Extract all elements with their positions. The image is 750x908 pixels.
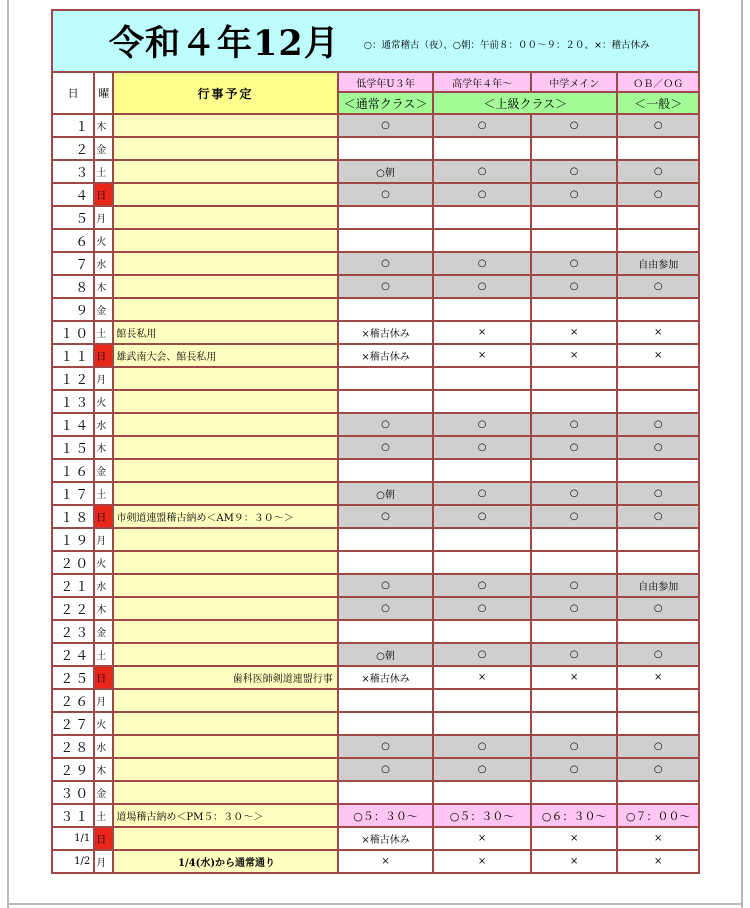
weekday-cell: 金 bbox=[95, 460, 112, 481]
status-cell-lower: ○ bbox=[339, 115, 433, 136]
status-cell-junior-high: ○ bbox=[532, 115, 617, 136]
status-cell-junior-high: × bbox=[532, 667, 617, 688]
page-frame-right bbox=[741, 0, 743, 908]
status-cell-upper bbox=[434, 391, 530, 412]
status-cell-junior-high bbox=[532, 621, 617, 642]
event-cell bbox=[114, 184, 336, 205]
status-cell-ob-og bbox=[618, 299, 698, 320]
status-cell-lower bbox=[339, 299, 433, 320]
day-cell: ２７ bbox=[53, 713, 93, 734]
event-cell bbox=[114, 759, 336, 780]
schedule-row bbox=[53, 437, 698, 458]
day-cell: １１ bbox=[53, 345, 93, 366]
weekday-cell: 金 bbox=[95, 299, 112, 320]
status-cell-lower bbox=[339, 690, 433, 711]
status-cell-lower bbox=[339, 713, 433, 734]
status-cell-ob-og: ○ bbox=[618, 115, 698, 136]
day-cell: １７ bbox=[53, 483, 93, 504]
weekday-cell: 木 bbox=[95, 598, 112, 619]
weekday-cell: 火 bbox=[95, 713, 112, 734]
status-cell-lower: ○ bbox=[339, 575, 433, 596]
status-cell-junior-high bbox=[532, 460, 617, 481]
status-cell-junior-high: ○ bbox=[532, 161, 617, 182]
status-cell-upper: ○ bbox=[434, 575, 530, 596]
schedule-row bbox=[53, 621, 698, 642]
status-cell-junior-high bbox=[532, 690, 617, 711]
status-cell-upper: ○ bbox=[434, 276, 530, 297]
page-frame-left bbox=[7, 0, 9, 908]
status-cell-ob-og: ○ bbox=[618, 644, 698, 665]
event-cell bbox=[114, 598, 336, 619]
status-cell-junior-high: ○ bbox=[532, 506, 617, 527]
weekday-cell: 木 bbox=[95, 759, 112, 780]
event-cell bbox=[114, 207, 336, 228]
status-cell-upper: × bbox=[434, 828, 530, 849]
weekday-cell: 土 bbox=[95, 644, 112, 665]
day-cell: 1/2 bbox=[53, 851, 93, 872]
day-cell: ３０ bbox=[53, 782, 93, 803]
event-cell bbox=[114, 460, 336, 481]
day-cell: １６ bbox=[53, 460, 93, 481]
status-cell-upper: ○ bbox=[434, 161, 530, 182]
status-cell-ob-og: × bbox=[618, 322, 698, 343]
schedule-row bbox=[53, 391, 698, 412]
day-cell: ２８ bbox=[53, 736, 93, 757]
event-cell bbox=[114, 437, 336, 458]
schedule-row bbox=[53, 483, 698, 504]
day-cell: ２１ bbox=[53, 575, 93, 596]
status-cell-ob-og bbox=[618, 782, 698, 803]
status-cell-upper bbox=[434, 138, 530, 159]
status-cell-junior-high: × bbox=[532, 828, 617, 849]
status-cell-upper: ○ bbox=[434, 644, 530, 665]
header-class-regular: ＜通常クラス＞ bbox=[339, 93, 433, 113]
schedule-row bbox=[53, 713, 698, 734]
status-cell-ob-og: ○７：００～ bbox=[618, 805, 698, 826]
event-cell bbox=[114, 736, 336, 757]
header-group-lower: 低学年U３年 bbox=[339, 73, 433, 91]
schedule-row bbox=[53, 782, 698, 803]
status-cell-ob-og: ○ bbox=[618, 506, 698, 527]
weekday-cell: 日 bbox=[95, 506, 112, 527]
day-cell: ３１ bbox=[53, 805, 93, 826]
status-cell-ob-og bbox=[618, 230, 698, 251]
day-cell: １３ bbox=[53, 391, 93, 412]
event-cell bbox=[114, 828, 336, 849]
page-title: 令和４年12月 bbox=[109, 23, 340, 64]
event-cell bbox=[114, 230, 336, 251]
practice-schedule-table bbox=[51, 9, 700, 874]
day-cell: １ bbox=[53, 115, 93, 136]
weekday-cell: 土 bbox=[95, 805, 112, 826]
status-cell-upper bbox=[434, 690, 530, 711]
status-cell-lower: ○ bbox=[339, 598, 433, 619]
day-cell: ６ bbox=[53, 230, 93, 251]
status-cell-lower bbox=[339, 552, 433, 573]
status-cell-upper: ○ bbox=[434, 414, 530, 435]
status-cell-ob-og: ○ bbox=[618, 437, 698, 458]
status-cell-lower: × bbox=[339, 851, 433, 872]
header-group-upper: 高学年４年～ bbox=[434, 73, 530, 91]
event-cell bbox=[114, 299, 336, 320]
schedule-row bbox=[53, 805, 698, 826]
header-group-ob-og: ＯＢ／ＯＧ bbox=[618, 73, 698, 91]
status-cell-junior-high bbox=[532, 529, 617, 550]
event-cell bbox=[114, 253, 336, 274]
status-cell-upper: ○ bbox=[434, 184, 530, 205]
day-cell: ２３ bbox=[53, 621, 93, 642]
weekday-cell: 土 bbox=[95, 322, 112, 343]
status-cell-lower bbox=[339, 529, 433, 550]
status-cell-ob-og: ○ bbox=[618, 598, 698, 619]
status-cell-ob-og: ○ bbox=[618, 161, 698, 182]
weekday-cell: 木 bbox=[95, 115, 112, 136]
schedule-row bbox=[53, 851, 698, 872]
status-cell-upper: ○ bbox=[434, 759, 530, 780]
schedule-row bbox=[53, 253, 698, 274]
status-cell-ob-og bbox=[618, 138, 698, 159]
header-class-general: ＜一般＞ bbox=[618, 93, 698, 113]
status-cell-lower: ○ bbox=[339, 184, 433, 205]
status-cell-junior-high bbox=[532, 552, 617, 573]
day-cell: ２９ bbox=[53, 759, 93, 780]
status-cell-ob-og: 自由参加 bbox=[618, 575, 698, 596]
status-cell-upper: ○ bbox=[434, 736, 530, 757]
day-cell: ２５ bbox=[53, 667, 93, 688]
status-cell-junior-high: × bbox=[532, 851, 617, 872]
weekday-cell: 月 bbox=[95, 851, 112, 872]
day-cell: １８ bbox=[53, 506, 93, 527]
event-cell bbox=[114, 552, 336, 573]
weekday-cell: 日 bbox=[95, 667, 112, 688]
page-frame-bottom bbox=[7, 903, 743, 905]
header-group-junior-high: 中学メイン bbox=[532, 73, 617, 91]
weekday-cell: 水 bbox=[95, 253, 112, 274]
status-cell-upper: × bbox=[434, 667, 530, 688]
weekday-cell: 水 bbox=[95, 414, 112, 435]
status-cell-upper: ○５：３０～ bbox=[434, 805, 530, 826]
status-cell-upper bbox=[434, 713, 530, 734]
status-cell-junior-high bbox=[532, 299, 617, 320]
header-day: 日 bbox=[53, 73, 93, 113]
weekday-cell: 火 bbox=[95, 552, 112, 573]
schedule-row bbox=[53, 230, 698, 251]
weekday-cell: 水 bbox=[95, 575, 112, 596]
schedule-row bbox=[53, 460, 698, 481]
status-cell-ob-og bbox=[618, 391, 698, 412]
status-cell-upper bbox=[434, 460, 530, 481]
weekday-cell: 木 bbox=[95, 437, 112, 458]
schedule-row bbox=[53, 575, 698, 596]
day-cell: １２ bbox=[53, 368, 93, 389]
status-cell-ob-og: × bbox=[618, 851, 698, 872]
status-cell-lower: ○ bbox=[339, 253, 433, 274]
day-cell: ２２ bbox=[53, 598, 93, 619]
schedule-row bbox=[53, 644, 698, 665]
event-cell bbox=[114, 115, 336, 136]
status-cell-junior-high: ○ bbox=[532, 437, 617, 458]
status-cell-lower bbox=[339, 782, 433, 803]
status-cell-ob-og: ○ bbox=[618, 483, 698, 504]
schedule-row bbox=[53, 207, 698, 228]
status-cell-upper: × bbox=[434, 345, 530, 366]
status-cell-ob-og: 自由参加 bbox=[618, 253, 698, 274]
weekday-cell: 月 bbox=[95, 368, 112, 389]
day-cell: ２４ bbox=[53, 644, 93, 665]
status-cell-lower bbox=[339, 207, 433, 228]
status-cell-upper: × bbox=[434, 322, 530, 343]
weekday-cell: 日 bbox=[95, 345, 112, 366]
status-cell-lower: ○ bbox=[339, 506, 433, 527]
event-cell bbox=[114, 368, 336, 389]
status-cell-lower: ×稽古休み bbox=[339, 667, 433, 688]
day-cell: ２６ bbox=[53, 690, 93, 711]
event-cell bbox=[114, 690, 336, 711]
weekday-cell: 金 bbox=[95, 138, 112, 159]
schedule-row bbox=[53, 276, 698, 297]
status-cell-ob-og: × bbox=[618, 667, 698, 688]
day-cell: ４ bbox=[53, 184, 93, 205]
day-cell: ７ bbox=[53, 253, 93, 274]
schedule-row bbox=[53, 690, 698, 711]
event-cell bbox=[114, 782, 336, 803]
header-class-advanced: ＜上級クラス＞ bbox=[434, 93, 616, 113]
status-cell-lower: ○ bbox=[339, 759, 433, 780]
schedule-row bbox=[53, 552, 698, 573]
schedule-row bbox=[53, 529, 698, 550]
title-banner bbox=[53, 11, 698, 71]
status-cell-upper: × bbox=[434, 851, 530, 872]
status-cell-ob-og: ○ bbox=[618, 736, 698, 757]
status-cell-ob-og bbox=[618, 460, 698, 481]
status-cell-upper bbox=[434, 552, 530, 573]
status-cell-junior-high: ○ bbox=[532, 644, 617, 665]
status-cell-lower: ○朝 bbox=[339, 644, 433, 665]
status-cell-ob-og bbox=[618, 690, 698, 711]
weekday-cell: 金 bbox=[95, 782, 112, 803]
event-cell bbox=[114, 483, 336, 504]
legend-note: ○：通常稽古（夜）、○朝：午前８：００～９：２０、×：稽古休み bbox=[363, 40, 650, 51]
event-cell: 館長私用 bbox=[114, 322, 336, 343]
status-cell-lower bbox=[339, 460, 433, 481]
schedule-row bbox=[53, 759, 698, 780]
event-cell: 市剣道連盟稽古納め＜AM９：３０～＞ bbox=[114, 506, 336, 527]
weekday-cell: 日 bbox=[95, 184, 112, 205]
status-cell-upper: ○ bbox=[434, 506, 530, 527]
status-cell-junior-high bbox=[532, 782, 617, 803]
weekday-cell: 日 bbox=[95, 828, 112, 849]
status-cell-ob-og: × bbox=[618, 345, 698, 366]
status-cell-ob-og bbox=[618, 207, 698, 228]
status-cell-ob-og bbox=[618, 529, 698, 550]
event-cell bbox=[114, 621, 336, 642]
status-cell-junior-high: ○ bbox=[532, 414, 617, 435]
event-cell bbox=[114, 138, 336, 159]
status-cell-lower: ○ bbox=[339, 414, 433, 435]
event-cell: 雄武南大会、館長私用 bbox=[114, 345, 336, 366]
status-cell-upper bbox=[434, 207, 530, 228]
status-cell-ob-og: × bbox=[618, 828, 698, 849]
status-cell-upper bbox=[434, 782, 530, 803]
weekday-cell: 月 bbox=[95, 207, 112, 228]
status-cell-junior-high: ○ bbox=[532, 759, 617, 780]
schedule-row bbox=[53, 828, 698, 849]
status-cell-upper: ○ bbox=[434, 437, 530, 458]
status-cell-lower: ×稽古休み bbox=[339, 828, 433, 849]
day-cell: ９ bbox=[53, 299, 93, 320]
schedule-row bbox=[53, 299, 698, 320]
status-cell-upper: ○ bbox=[434, 115, 530, 136]
status-cell-junior-high: ○ bbox=[532, 598, 617, 619]
status-cell-junior-high: ○ bbox=[532, 736, 617, 757]
status-cell-junior-high bbox=[532, 138, 617, 159]
status-cell-lower bbox=[339, 138, 433, 159]
status-cell-upper: ○ bbox=[434, 483, 530, 504]
weekday-cell: 火 bbox=[95, 391, 112, 412]
status-cell-upper: ○ bbox=[434, 598, 530, 619]
day-cell: ５ bbox=[53, 207, 93, 228]
status-cell-junior-high bbox=[532, 368, 617, 389]
day-cell: １４ bbox=[53, 414, 93, 435]
weekday-cell: 水 bbox=[95, 736, 112, 757]
status-cell-lower bbox=[339, 391, 433, 412]
day-cell: ２ bbox=[53, 138, 93, 159]
day-cell: １９ bbox=[53, 529, 93, 550]
weekday-cell: 土 bbox=[95, 161, 112, 182]
event-cell: 歯科医師剣道連盟行事 bbox=[114, 667, 336, 688]
event-cell: 道場稽古納め＜PM５：３０～＞ bbox=[114, 805, 336, 826]
schedule-row bbox=[53, 138, 698, 159]
weekday-cell: 月 bbox=[95, 529, 112, 550]
status-cell-ob-og bbox=[618, 713, 698, 734]
schedule-row bbox=[53, 667, 698, 688]
status-cell-lower: ○５：３０～ bbox=[339, 805, 433, 826]
event-cell bbox=[114, 529, 336, 550]
status-cell-upper bbox=[434, 529, 530, 550]
status-cell-junior-high: ○ bbox=[532, 276, 617, 297]
schedule-row bbox=[53, 506, 698, 527]
status-cell-lower: ○朝 bbox=[339, 483, 433, 504]
status-cell-ob-og: ○ bbox=[618, 414, 698, 435]
schedule-row bbox=[53, 414, 698, 435]
status-cell-lower: ○ bbox=[339, 736, 433, 757]
status-cell-junior-high: × bbox=[532, 345, 617, 366]
status-cell-junior-high bbox=[532, 230, 617, 251]
event-cell bbox=[114, 575, 336, 596]
weekday-cell: 土 bbox=[95, 483, 112, 504]
schedule-row bbox=[53, 322, 698, 343]
status-cell-junior-high bbox=[532, 391, 617, 412]
weekday-cell: 金 bbox=[95, 621, 112, 642]
status-cell-junior-high bbox=[532, 713, 617, 734]
status-cell-ob-og: ○ bbox=[618, 759, 698, 780]
status-cell-junior-high: ○ bbox=[532, 253, 617, 274]
status-cell-lower bbox=[339, 621, 433, 642]
status-cell-lower: ○ bbox=[339, 276, 433, 297]
schedule-row bbox=[53, 368, 698, 389]
day-cell: ３ bbox=[53, 161, 93, 182]
status-cell-junior-high: ○６：３０～ bbox=[532, 805, 617, 826]
status-cell-upper bbox=[434, 299, 530, 320]
status-cell-junior-high: × bbox=[532, 322, 617, 343]
status-cell-upper bbox=[434, 368, 530, 389]
status-cell-lower: ○朝 bbox=[339, 161, 433, 182]
schedule-row bbox=[53, 345, 698, 366]
day-cell: ８ bbox=[53, 276, 93, 297]
status-cell-lower: ○ bbox=[339, 437, 433, 458]
schedule-row bbox=[53, 184, 698, 205]
header-event: 行事予定 bbox=[114, 73, 336, 113]
event-cell: 1/4(水)から通常通り bbox=[114, 851, 336, 872]
schedule-row bbox=[53, 736, 698, 757]
status-cell-ob-og bbox=[618, 552, 698, 573]
status-cell-junior-high bbox=[532, 207, 617, 228]
event-cell bbox=[114, 414, 336, 435]
day-cell: ２０ bbox=[53, 552, 93, 573]
status-cell-upper bbox=[434, 621, 530, 642]
event-cell bbox=[114, 644, 336, 665]
status-cell-lower: ×稽古休み bbox=[339, 345, 433, 366]
status-cell-ob-og: ○ bbox=[618, 276, 698, 297]
day-cell: 1/1 bbox=[53, 828, 93, 849]
weekday-cell: 月 bbox=[95, 690, 112, 711]
day-cell: １０ bbox=[53, 322, 93, 343]
schedule-row bbox=[53, 161, 698, 182]
event-cell bbox=[114, 161, 336, 182]
status-cell-lower bbox=[339, 368, 433, 389]
event-cell bbox=[114, 276, 336, 297]
status-cell-junior-high: ○ bbox=[532, 483, 617, 504]
status-cell-junior-high: ○ bbox=[532, 184, 617, 205]
status-cell-ob-og: ○ bbox=[618, 184, 698, 205]
day-cell: １５ bbox=[53, 437, 93, 458]
status-cell-lower: ×稽古休み bbox=[339, 322, 433, 343]
status-cell-upper bbox=[434, 230, 530, 251]
event-cell bbox=[114, 391, 336, 412]
status-cell-upper: ○ bbox=[434, 253, 530, 274]
status-cell-ob-og bbox=[618, 368, 698, 389]
schedule-row bbox=[53, 115, 698, 136]
weekday-cell: 火 bbox=[95, 230, 112, 251]
weekday-cell: 木 bbox=[95, 276, 112, 297]
status-cell-junior-high: ○ bbox=[532, 575, 617, 596]
status-cell-lower bbox=[339, 230, 433, 251]
event-cell bbox=[114, 713, 336, 734]
status-cell-ob-og bbox=[618, 621, 698, 642]
header-weekday: 曜 bbox=[95, 73, 112, 113]
schedule-row bbox=[53, 598, 698, 619]
